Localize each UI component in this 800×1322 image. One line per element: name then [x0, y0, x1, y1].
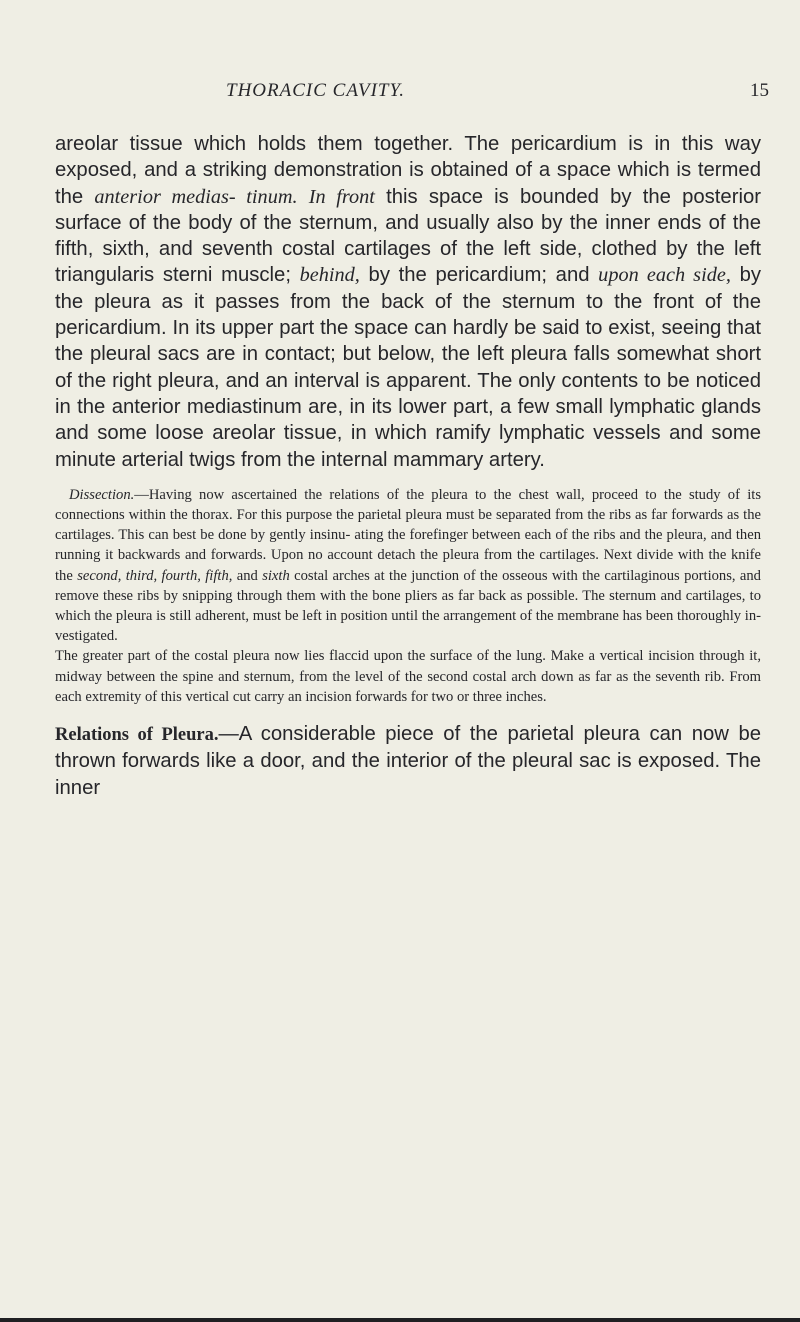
running-header	[0, 80, 800, 108]
section-heading-relations: Relations of Pleura.	[55, 725, 219, 746]
text-run: by the pericardium; and	[359, 264, 599, 287]
term-in-front: In front	[308, 185, 375, 208]
text-run: and	[232, 567, 263, 584]
paragraph-dissection	[55, 485, 761, 647]
paragraph-costal-pleura	[55, 646, 761, 707]
term-behind: behind,	[299, 264, 360, 287]
running-title: THORACIC CAVITY.	[226, 80, 406, 101]
term-sixth: sixth	[262, 567, 290, 584]
text-run	[298, 186, 309, 208]
page-number: 15	[750, 80, 769, 101]
bottom-edge-shadow	[0, 1318, 800, 1322]
text-run: this space is bounded by the posterior surface of the body of the sternum, and usually also by the inner ends of the fifth, sixth, and seventh costal cartilages of the left side, clothed by the left triangularis sterni muscle;	[55, 185, 761, 287]
page-body	[55, 131, 761, 801]
text-run: —A considerable piece of the parietal pleura can now be thrown forwards like a door, and the interior of the pleural sac is exposed. The inner	[55, 723, 762, 799]
label-dissection: Dissection.	[69, 486, 135, 503]
term-upon-each-side: upon each side,	[598, 264, 731, 287]
term-ribs-list: second, third, fourth, fifth,	[77, 567, 233, 584]
text-run: The greater part of the costal pleura now lies flaccid upon the surface of the lung. Make a vertical incision through it, midway between the spine and sternum, from the level of the second costal arch down as far as the seventh rib. From each extremity of this vertical cut carry an incision forwards for two or three inches.	[55, 648, 761, 705]
text-run: costal arches at the junction of the osseous with the cartilaginous portions, and remove these ribs by snipping through them with the bone pliers as far back as possible. The sternum and cartilages, to which the pleura is still adherent, must be left in position until the arrangement of the membrane has been thoroughly in- vestigated.	[55, 567, 761, 645]
term-anterior-mediastinum: anterior medias- tinum.	[94, 185, 298, 208]
text-run: by the pleura as it passes from the back of the sternum to the front of the pericardium. In its upper part the space can hardly be said to exist, seeing that the pleural sacs are in contact; but below, the left pleura falls somewhat short of the right pleura, and an interval is apparent. The only contents to be noticed in the anterior mediastinum are, in its lower part, a few small lymphatic glands and some loose areolar tissue, in which ramify lymphatic vessels and some minute arterial twigs from the internal mammary artery.	[55, 264, 762, 471]
text-run: areolar tissue which holds them together. The pericardium is in this way exposed, and a striking demonstration is obtained of a space which is termed the	[55, 133, 761, 208]
text-run: —Having now ascertained the relations of the pleura to the chest wall, proceed to the study of its connections within the thorax. For this purpose the parietal pleura must be separated from the ribs as far forwards as the cartilages. This can best be done by gently insinu- ating the forefinger between each of the ribs and the pleura, and then running it backwards and forwards. Upon no account detach the pleura from the cartilages. Next divide with the knife the	[55, 486, 761, 584]
paragraph-anterior-mediastinum	[55, 131, 761, 473]
paragraph-relations-of-pleura	[55, 721, 761, 801]
